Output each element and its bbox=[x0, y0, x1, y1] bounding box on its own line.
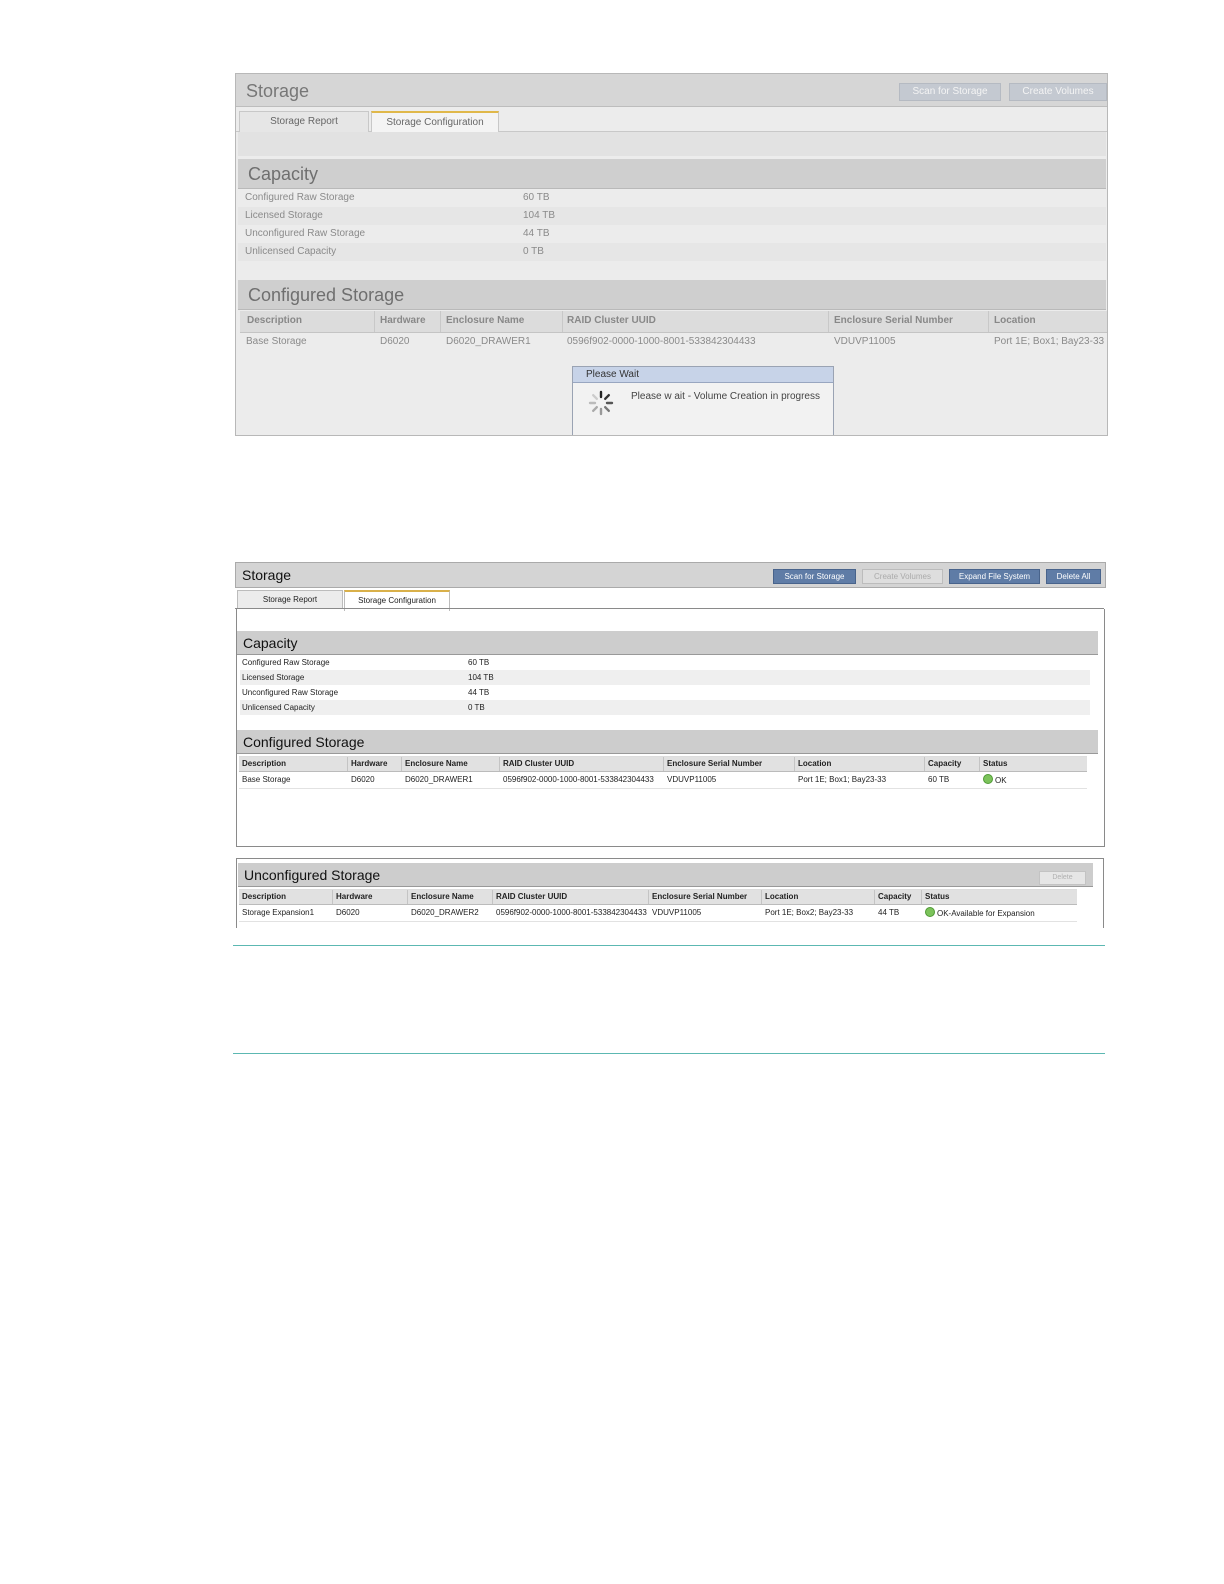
capacity-row bbox=[238, 225, 1106, 243]
column-header[interactable]: Enclosure Name bbox=[446, 315, 525, 326]
table-row[interactable] bbox=[239, 905, 1077, 922]
column-header[interactable]: RAID Cluster UUID bbox=[567, 315, 656, 326]
create-volumes-button[interactable]: Create Volumes bbox=[862, 569, 943, 584]
capacity-value: 60 TB bbox=[523, 192, 550, 203]
cell-location: Port 1E; Box1; Bay23-33 bbox=[994, 336, 1105, 347]
cell-hardware: D6020 bbox=[336, 908, 360, 917]
toolbar-spacer bbox=[238, 132, 1106, 156]
capacity-row bbox=[238, 189, 1106, 207]
unconfigured-panel bbox=[236, 858, 1104, 928]
configured-table-header bbox=[240, 311, 1108, 333]
cell-location: Port 1E; Box1; Bay23-33 bbox=[798, 775, 887, 784]
cell-status bbox=[925, 907, 1035, 918]
capacity-row bbox=[238, 207, 1106, 225]
capacity-value: 0 TB bbox=[468, 703, 485, 712]
capacity-label: Unconfigured Raw Storage bbox=[242, 688, 339, 697]
column-header[interactable]: Location bbox=[994, 315, 1036, 326]
cell-hardware: D6020 bbox=[351, 775, 375, 784]
cell-description: Storage Expansion1 bbox=[242, 908, 315, 917]
column-header[interactable]: Description bbox=[247, 315, 303, 326]
capacity-value: 104 TB bbox=[523, 210, 556, 221]
column-header[interactable]: Location bbox=[765, 892, 799, 901]
unconfigured-table-header bbox=[239, 889, 1077, 905]
capacity-section-header bbox=[238, 159, 1106, 189]
column-header[interactable]: Enclosure Serial Number bbox=[834, 315, 953, 326]
capacity-value: 0 TB bbox=[523, 246, 544, 257]
cell-enclosure-name: D6020_DRAWER2 bbox=[411, 908, 479, 917]
cell-description: Base Storage bbox=[242, 775, 291, 784]
column-header[interactable]: RAID Cluster UUID bbox=[496, 892, 568, 901]
column-header[interactable]: Hardware bbox=[351, 759, 388, 768]
screenshot-storage-configuration bbox=[235, 562, 1106, 928]
cell-raid-uuid: 0596f902-0000-1000-8001-533842304433 bbox=[503, 775, 654, 784]
column-header[interactable]: Description bbox=[242, 759, 287, 768]
cell-hardware: D6020 bbox=[380, 336, 410, 347]
cell-serial-number: VDUVP11005 bbox=[652, 908, 702, 917]
cell-description: Base Storage bbox=[246, 336, 307, 347]
capacity-label: Configured Raw Storage bbox=[242, 658, 330, 667]
column-header[interactable]: Status bbox=[983, 759, 1008, 768]
capacity-value: 44 TB bbox=[523, 228, 550, 239]
dialog-message: Please w ait - Volume Creation in progress bbox=[631, 391, 820, 402]
column-header[interactable]: Enclosure Name bbox=[411, 892, 474, 901]
configured-table-header bbox=[239, 756, 1087, 772]
capacity-row bbox=[240, 655, 1090, 670]
cell-raid-uuid: 0596f902-0000-1000-8001-533842304433 bbox=[496, 908, 647, 917]
status-ok-icon bbox=[983, 774, 993, 784]
table-row[interactable] bbox=[239, 772, 1087, 789]
capacity-row bbox=[240, 670, 1090, 685]
capacity-label: Licensed Storage bbox=[245, 210, 323, 221]
status-ok-icon bbox=[925, 907, 935, 917]
configured-storage-section-header bbox=[237, 730, 1098, 754]
column-header[interactable]: Description bbox=[242, 892, 287, 901]
column-header[interactable]: Capacity bbox=[878, 892, 912, 901]
status-text: OK-Available for Expansion bbox=[937, 909, 1035, 918]
tab-storage-configuration[interactable]: Storage Configuration bbox=[344, 590, 450, 611]
configured-storage-title: Configured Storage bbox=[243, 734, 365, 750]
column-header[interactable]: Capacity bbox=[928, 759, 962, 768]
cell-serial-number: VDUVP11005 bbox=[667, 775, 717, 784]
capacity-value: 60 TB bbox=[468, 658, 490, 667]
capacity-title: Capacity bbox=[248, 164, 319, 184]
cell-serial-number: VDUVP11005 bbox=[834, 336, 896, 347]
screenshot-volume-creation bbox=[235, 73, 1108, 436]
column-header[interactable]: Enclosure Serial Number bbox=[652, 892, 748, 901]
storage-header bbox=[236, 74, 1107, 107]
cell-status bbox=[983, 774, 1007, 785]
column-header[interactable]: Location bbox=[798, 759, 832, 768]
capacity-label: Unlicensed Capacity bbox=[245, 246, 337, 257]
storage-header bbox=[235, 562, 1106, 588]
unconfigured-storage-section-header bbox=[238, 863, 1093, 887]
cell-location: Port 1E; Box2; Bay23-33 bbox=[765, 908, 854, 917]
column-header[interactable]: Hardware bbox=[336, 892, 373, 901]
cell-capacity: 44 TB bbox=[878, 908, 900, 917]
create-volumes-button[interactable]: Create Volumes bbox=[1009, 83, 1107, 101]
capacity-label: Unlicensed Capacity bbox=[242, 703, 315, 712]
scan-for-storage-button[interactable]: Scan for Storage bbox=[899, 83, 1001, 101]
tab-bar bbox=[236, 107, 1107, 132]
column-header[interactable]: Enclosure Serial Number bbox=[667, 759, 763, 768]
note-bottom-rule bbox=[233, 1053, 1105, 1054]
expand-file-system-button[interactable]: Expand File System bbox=[949, 569, 1040, 584]
delete-all-button[interactable]: Delete All bbox=[1046, 569, 1101, 584]
cell-enclosure-name: D6020_DRAWER1 bbox=[405, 775, 473, 784]
configured-storage-section-header bbox=[238, 280, 1106, 310]
dialog-title: Please Wait bbox=[573, 367, 833, 383]
please-wait-dialog bbox=[572, 366, 834, 436]
cell-capacity: 60 TB bbox=[928, 775, 950, 784]
capacity-label: Configured Raw Storage bbox=[245, 192, 355, 203]
capacity-label: Unconfigured Raw Storage bbox=[245, 228, 366, 239]
column-header[interactable]: Status bbox=[925, 892, 950, 901]
capacity-row bbox=[238, 243, 1106, 261]
column-header[interactable]: Hardware bbox=[380, 315, 426, 326]
tab-storage-report[interactable]: Storage Report bbox=[237, 590, 343, 609]
cell-raid-uuid: 0596f902-0000-1000-8001-533842304433 bbox=[567, 336, 756, 347]
loading-spinner-icon bbox=[587, 389, 615, 417]
configured-storage-title: Configured Storage bbox=[248, 285, 405, 305]
unconfigured-storage-title: Unconfigured Storage bbox=[244, 867, 381, 883]
capacity-row bbox=[240, 700, 1090, 715]
capacity-title: Capacity bbox=[243, 635, 298, 651]
delete-button[interactable]: Delete bbox=[1039, 871, 1086, 885]
capacity-section-header bbox=[237, 631, 1098, 655]
status-text: OK bbox=[995, 776, 1007, 785]
capacity-value: 104 TB bbox=[468, 673, 494, 682]
page-title: Storage bbox=[246, 81, 310, 101]
tab-storage-configuration[interactable]: Storage Configuration bbox=[371, 111, 499, 133]
cell-enclosure-name: D6020_DRAWER1 bbox=[446, 336, 531, 347]
capacity-label: Licensed Storage bbox=[242, 673, 305, 682]
tab-storage-report[interactable]: Storage Report bbox=[239, 111, 369, 132]
capacity-value: 44 TB bbox=[468, 688, 490, 697]
scan-for-storage-button[interactable]: Scan for Storage bbox=[773, 569, 856, 584]
column-header[interactable]: RAID Cluster UUID bbox=[503, 759, 575, 768]
note-top-rule bbox=[233, 945, 1105, 946]
column-header[interactable]: Enclosure Name bbox=[405, 759, 468, 768]
capacity-row bbox=[240, 685, 1090, 700]
page-title: Storage bbox=[242, 567, 292, 583]
